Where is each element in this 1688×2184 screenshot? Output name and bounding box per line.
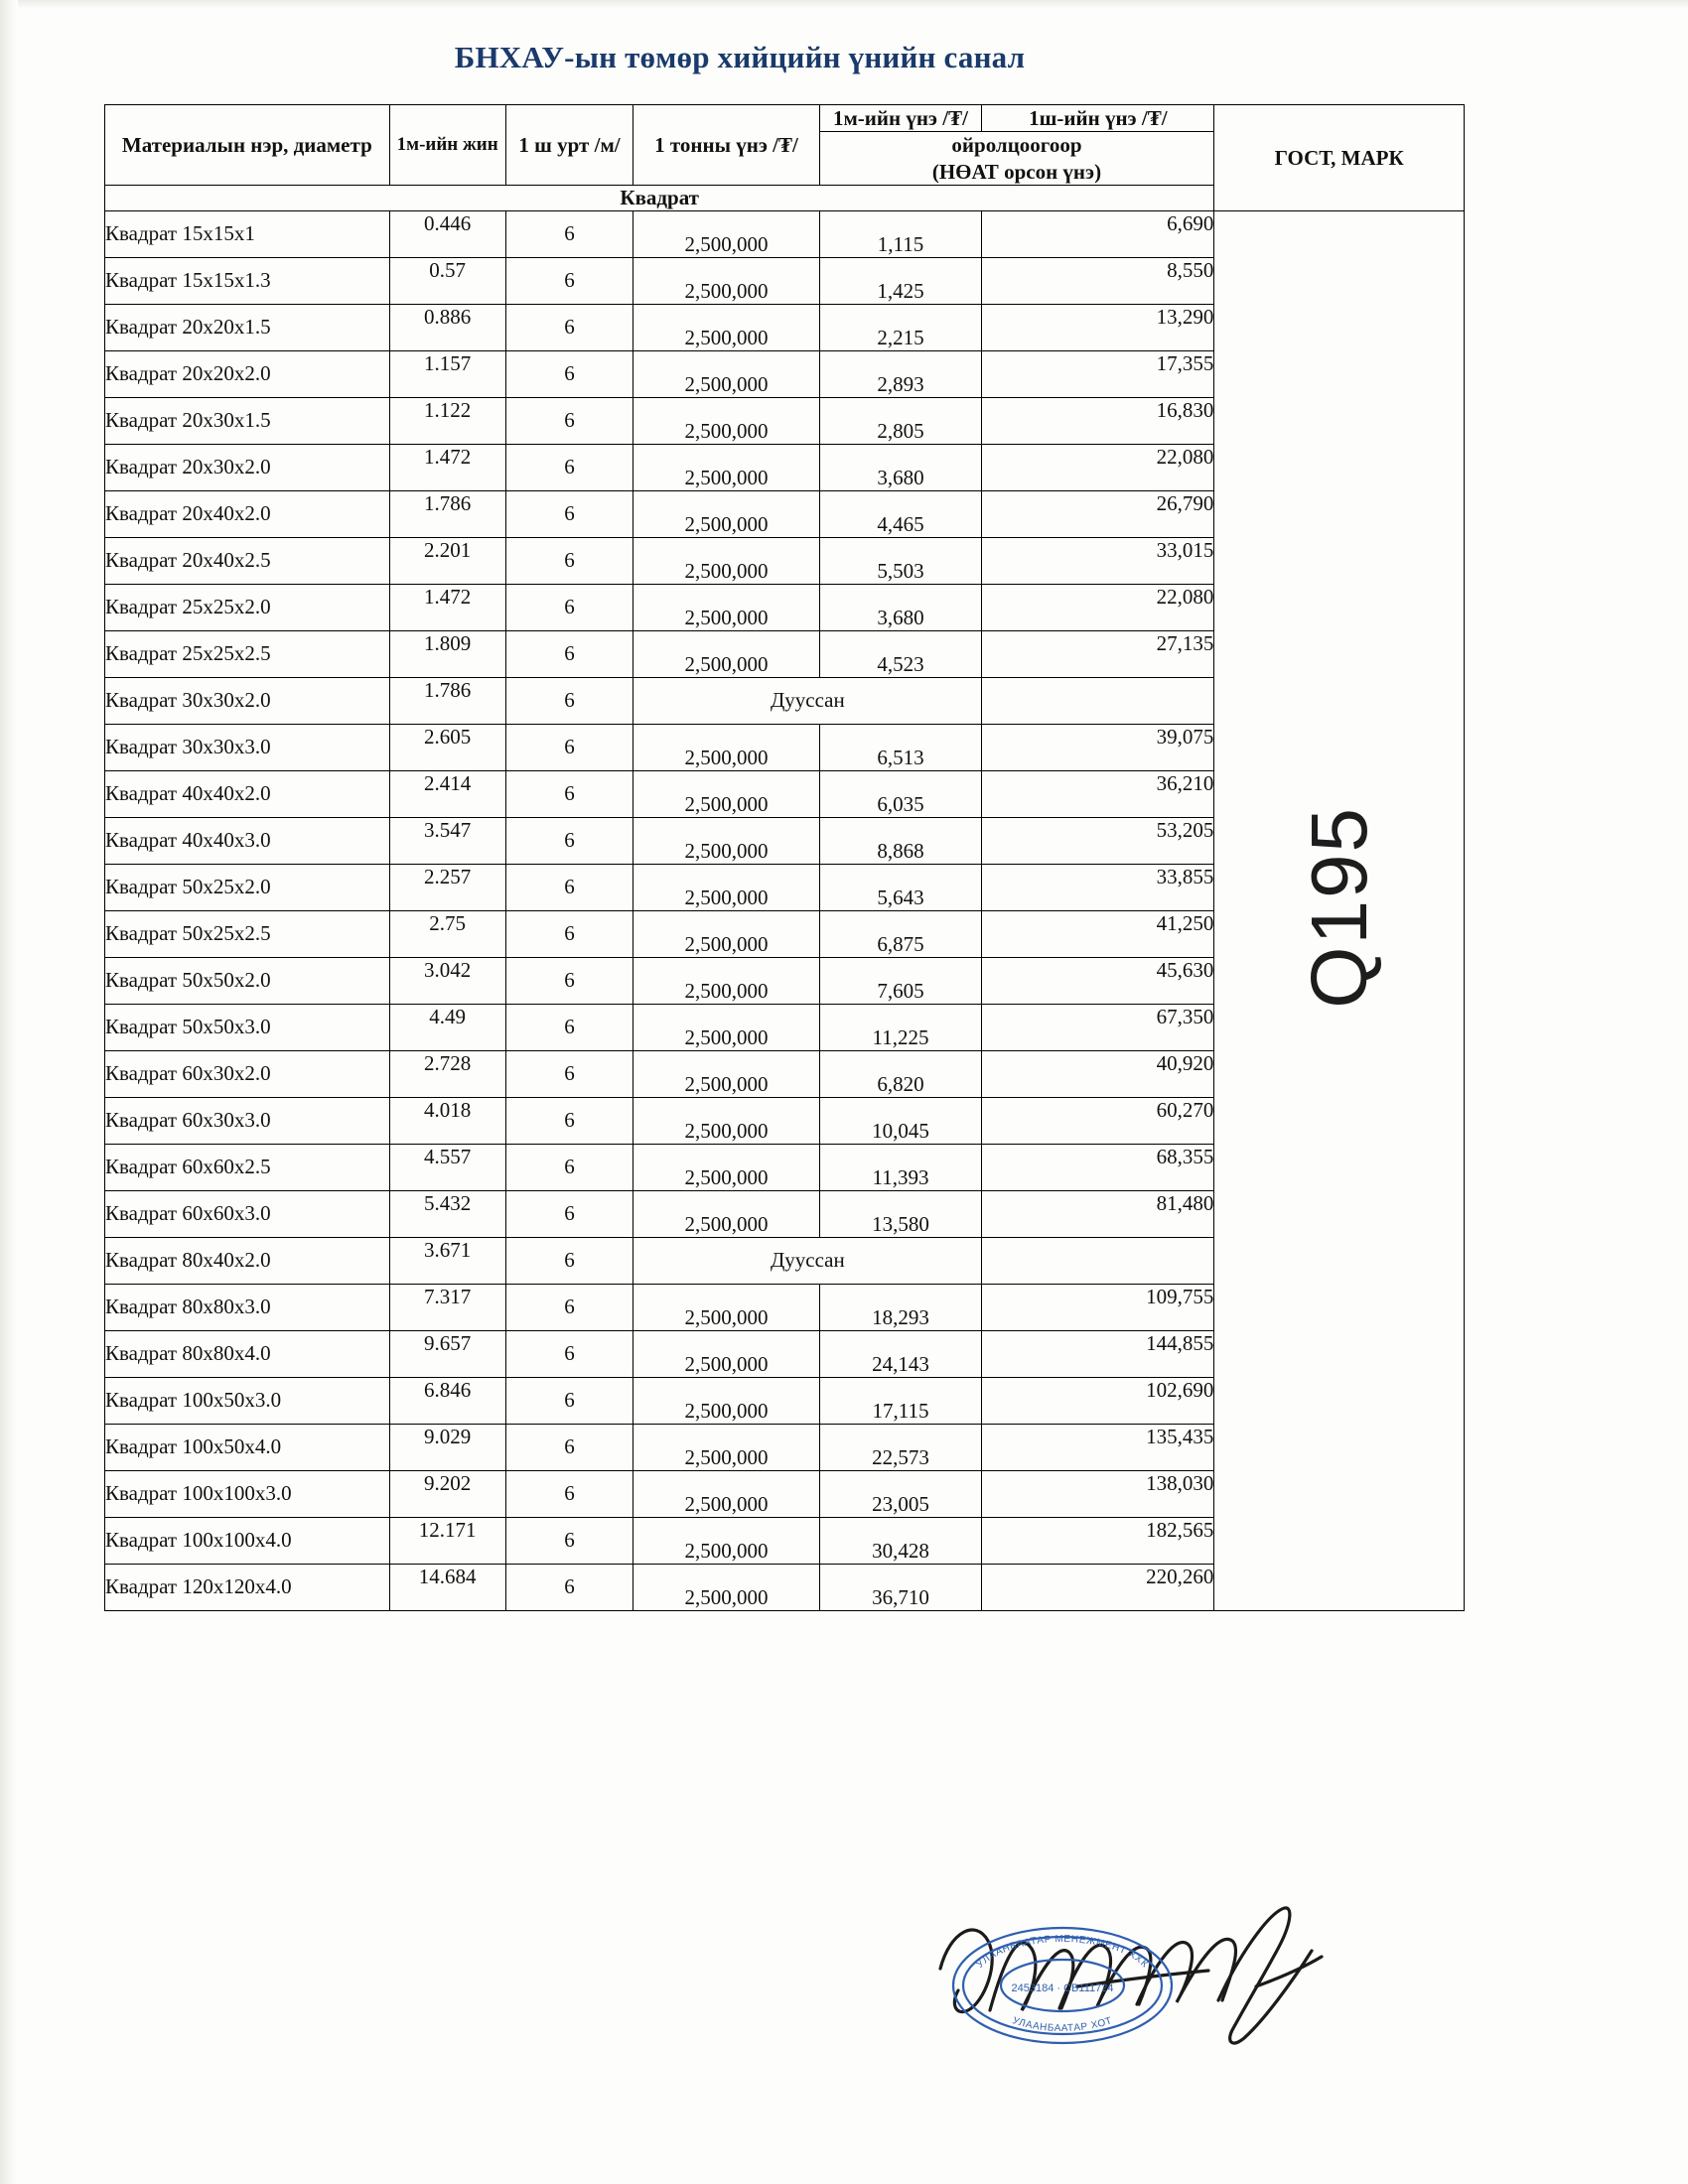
cell-weight: 9.029 xyxy=(389,1424,505,1470)
cell-price-per-meter: 8,868 xyxy=(819,817,982,864)
cell-price-per-ton: 2,500,000 xyxy=(633,444,819,490)
cell-length: 6 xyxy=(505,864,633,910)
cell-weight: 14.684 xyxy=(389,1564,505,1610)
cell-weight: 3.671 xyxy=(389,1237,505,1284)
cell-price-per-meter: 23,005 xyxy=(819,1470,982,1517)
cell-price-per-piece: 8,550 xyxy=(982,257,1214,304)
price-table xyxy=(104,104,1465,1611)
cell-price-per-piece: 17,355 xyxy=(982,350,1214,397)
cell-price-per-meter: 2,893 xyxy=(819,350,982,397)
cell-length: 6 xyxy=(505,1284,633,1330)
cell-material-name: Квадрат 20x20x2.0 xyxy=(105,350,390,397)
stamp-center-text: 2453184 · СВ111724 xyxy=(1011,1982,1114,1994)
cell-price-per-meter: 6,875 xyxy=(819,910,982,957)
cell-price-per-piece: 68,355 xyxy=(982,1144,1214,1190)
cell-length: 6 xyxy=(505,910,633,957)
cell-material-name: Квадрат 50x25x2.0 xyxy=(105,864,390,910)
cell-price-per-piece: 33,015 xyxy=(982,537,1214,584)
cell-price-per-piece: 102,690 xyxy=(982,1377,1214,1424)
cell-length: 6 xyxy=(505,1050,633,1097)
cell-price-per-ton: 2,500,000 xyxy=(633,1517,819,1564)
cell-material-name: Квадрат 50x50x3.0 xyxy=(105,1004,390,1050)
cell-weight: 6.846 xyxy=(389,1377,505,1424)
cell-price-per-piece: 220,260 xyxy=(982,1564,1214,1610)
header-price-1m: 1м-ийн үнэ /₮/ xyxy=(819,105,982,132)
cell-weight: 1.122 xyxy=(389,397,505,444)
cell-gost-mark xyxy=(1214,210,1465,1610)
header-gost: ГОСТ, МАРК xyxy=(1214,105,1465,211)
cell-price-per-ton: 2,500,000 xyxy=(633,770,819,817)
cell-price-per-ton: 2,500,000 xyxy=(633,210,819,257)
header-approx-line2: (НӨАТ орсон үнэ) xyxy=(931,159,1102,184)
cell-price-per-ton: 2,500,000 xyxy=(633,1377,819,1424)
company-stamp xyxy=(948,1916,1177,2055)
cell-weight: 3.042 xyxy=(389,957,505,1004)
section-label: Квадрат xyxy=(105,185,1214,210)
cell-price-per-piece: 60,270 xyxy=(982,1097,1214,1144)
cell-material-name: Квадрат 80x80x3.0 xyxy=(105,1284,390,1330)
cell-price-per-meter: 11,393 xyxy=(819,1144,982,1190)
header-material: Материалын нэр, диаметр xyxy=(105,105,390,186)
cell-material-name: Квадрат 20x30x1.5 xyxy=(105,397,390,444)
cell-price-per-meter: 30,428 xyxy=(819,1517,982,1564)
cell-price-per-piece: 67,350 xyxy=(982,1004,1214,1050)
cell-price-per-piece: 33,855 xyxy=(982,864,1214,910)
cell-material-name: Квадрат 100x100x4.0 xyxy=(105,1517,390,1564)
header-price-1pc: 1ш-ийн үнэ /₮/ xyxy=(982,105,1214,132)
cell-price-per-meter: 4,523 xyxy=(819,630,982,677)
cell-length: 6 xyxy=(505,1097,633,1144)
cell-price-per-meter: 6,035 xyxy=(819,770,982,817)
cell-weight: 1.472 xyxy=(389,584,505,630)
cell-price-per-piece: 81,480 xyxy=(982,1190,1214,1237)
cell-price-per-meter: 4,465 xyxy=(819,490,982,537)
cell-weight: 1.786 xyxy=(389,490,505,537)
cell-price-per-meter: 1,425 xyxy=(819,257,982,304)
cell-price-per-ton: 2,500,000 xyxy=(633,864,819,910)
cell-material-name: Квадрат 80x80x4.0 xyxy=(105,1330,390,1377)
cell-weight: 2.605 xyxy=(389,724,505,770)
cell-weight: 0.57 xyxy=(389,257,505,304)
cell-material-name: Квадрат 30x30x2.0 xyxy=(105,677,390,724)
cell-price-per-piece xyxy=(982,677,1214,724)
cell-material-name: Квадрат 20x40x2.0 xyxy=(105,490,390,537)
cell-price-per-ton: 2,500,000 xyxy=(633,1470,819,1517)
cell-price-per-meter: 11,225 xyxy=(819,1004,982,1050)
cell-price-per-meter: 17,115 xyxy=(819,1377,982,1424)
cell-material-name: Квадрат 40x40x2.0 xyxy=(105,770,390,817)
cell-price-per-meter: 2,215 xyxy=(819,304,982,350)
table-body xyxy=(105,210,1465,1610)
cell-length: 6 xyxy=(505,537,633,584)
cell-length: 6 xyxy=(505,817,633,864)
cell-length: 6 xyxy=(505,630,633,677)
cell-price-per-meter: 3,680 xyxy=(819,584,982,630)
cell-price-per-meter: 6,513 xyxy=(819,724,982,770)
cell-material-name: Квадрат 15x15x1 xyxy=(105,210,390,257)
cell-price-per-meter: 3,680 xyxy=(819,444,982,490)
cell-length: 6 xyxy=(505,350,633,397)
cell-price-per-ton: 2,500,000 xyxy=(633,1050,819,1097)
cell-price-per-piece: 13,290 xyxy=(982,304,1214,350)
cell-price-per-ton: 2,500,000 xyxy=(633,1144,819,1190)
cell-weight: 2.728 xyxy=(389,1050,505,1097)
cell-length: 6 xyxy=(505,257,633,304)
cell-price-per-ton: 2,500,000 xyxy=(633,257,819,304)
cell-length: 6 xyxy=(505,1330,633,1377)
cell-weight: 1.157 xyxy=(389,350,505,397)
cell-price-per-piece: 144,855 xyxy=(982,1330,1214,1377)
cell-price-per-piece: 22,080 xyxy=(982,584,1214,630)
cell-price-per-ton: 2,500,000 xyxy=(633,397,819,444)
cell-price-per-piece: 182,565 xyxy=(982,1517,1214,1564)
cell-weight: 0.446 xyxy=(389,210,505,257)
page-title: БНХАУ-ын төмөр хийцийн үнийн санал xyxy=(454,40,1026,74)
cell-weight: 1.472 xyxy=(389,444,505,490)
stamp-top-text: УЛААНБААТАР МЕНЕЖМЕНТ ХХК xyxy=(974,1933,1151,1971)
cell-price-per-ton: 2,500,000 xyxy=(633,957,819,1004)
cell-weight: 4.018 xyxy=(389,1097,505,1144)
cell-price-per-ton: 2,500,000 xyxy=(633,537,819,584)
cell-price-per-piece: 135,435 xyxy=(982,1424,1214,1470)
cell-length: 6 xyxy=(505,1144,633,1190)
cell-length: 6 xyxy=(505,1377,633,1424)
cell-price-per-meter: 7,605 xyxy=(819,957,982,1004)
header-row-1 xyxy=(105,105,1465,132)
cell-price-per-ton: 2,500,000 xyxy=(633,350,819,397)
cell-material-name: Квадрат 50x50x2.0 xyxy=(105,957,390,1004)
cell-price-per-meter: 2,805 xyxy=(819,397,982,444)
cell-material-name: Квадрат 40x40x3.0 xyxy=(105,817,390,864)
cell-price-per-ton: 2,500,000 xyxy=(633,1004,819,1050)
cell-price-per-meter: 5,503 xyxy=(819,537,982,584)
cell-length: 6 xyxy=(505,304,633,350)
table-row xyxy=(105,210,1465,257)
cell-material-name: Квадрат 25x25x2.5 xyxy=(105,630,390,677)
cell-price-per-ton: 2,500,000 xyxy=(633,304,819,350)
cell-material-name: Квадрат 120x120x4.0 xyxy=(105,1564,390,1610)
cell-length: 6 xyxy=(505,1424,633,1470)
cell-price-per-ton: 2,500,000 xyxy=(633,817,819,864)
cell-price-per-ton: 2,500,000 xyxy=(633,584,819,630)
cell-length: 6 xyxy=(505,490,633,537)
cell-material-name: Квадрат 25x25x2.0 xyxy=(105,584,390,630)
cell-price-per-ton: 2,500,000 xyxy=(633,1424,819,1470)
stamp-bottom-text: УЛААНБААТАР ХОТ xyxy=(1011,2015,1114,2035)
cell-price-per-ton: 2,500,000 xyxy=(633,910,819,957)
cell-price-per-piece: 41,250 xyxy=(982,910,1214,957)
gost-mark-label: Q195 xyxy=(1294,806,1383,1010)
cell-status: Дууссан xyxy=(633,677,982,724)
cell-material-name: Квадрат 100x50x4.0 xyxy=(105,1424,390,1470)
cell-price-per-ton: 2,500,000 xyxy=(633,1564,819,1610)
cell-length: 6 xyxy=(505,584,633,630)
cell-length: 6 xyxy=(505,1190,633,1237)
cell-length: 6 xyxy=(505,770,633,817)
cell-weight: 4.49 xyxy=(389,1004,505,1050)
cell-length: 6 xyxy=(505,1470,633,1517)
header-price-ton: 1 тонны үнэ /₮/ xyxy=(633,105,819,186)
page-edge-left xyxy=(0,0,18,2184)
cell-weight: 5.432 xyxy=(389,1190,505,1237)
cell-price-per-piece: 22,080 xyxy=(982,444,1214,490)
cell-weight: 3.547 xyxy=(389,817,505,864)
header-length-1pc: 1 ш урт /м/ xyxy=(505,105,633,186)
cell-material-name: Квадрат 30x30x3.0 xyxy=(105,724,390,770)
cell-material-name: Квадрат 100x50x3.0 xyxy=(105,1377,390,1424)
cell-length: 6 xyxy=(505,1004,633,1050)
cell-weight: 1.809 xyxy=(389,630,505,677)
cell-price-per-piece: 45,630 xyxy=(982,957,1214,1004)
cell-price-per-ton: 2,500,000 xyxy=(633,1190,819,1237)
cell-price-per-piece: 138,030 xyxy=(982,1470,1214,1517)
cell-price-per-ton: 2,500,000 xyxy=(633,1330,819,1377)
header-weight-1m: 1м-ийн жин xyxy=(389,105,505,186)
table-header xyxy=(105,105,1465,211)
cell-weight: 2.75 xyxy=(389,910,505,957)
cell-price-per-piece: 40,920 xyxy=(982,1050,1214,1097)
cell-material-name: Квадрат 60x60x3.0 xyxy=(105,1190,390,1237)
cell-material-name: Квадрат 60x30x2.0 xyxy=(105,1050,390,1097)
cell-length: 6 xyxy=(505,677,633,724)
cell-price-per-piece: 6,690 xyxy=(982,210,1214,257)
cell-price-per-ton: 2,500,000 xyxy=(633,724,819,770)
cell-material-name: Квадрат 100x100x3.0 xyxy=(105,1470,390,1517)
cell-length: 6 xyxy=(505,397,633,444)
cell-weight: 9.657 xyxy=(389,1330,505,1377)
cell-price-per-piece: 53,205 xyxy=(982,817,1214,864)
cell-price-per-piece: 16,830 xyxy=(982,397,1214,444)
cell-material-name: Квадрат 60x60x2.5 xyxy=(105,1144,390,1190)
cell-weight: 2.201 xyxy=(389,537,505,584)
header-approx-line1: ойролцоогоор xyxy=(951,133,1082,158)
cell-price-per-meter: 5,643 xyxy=(819,864,982,910)
cell-length: 6 xyxy=(505,1517,633,1564)
cell-price-per-piece: 109,755 xyxy=(982,1284,1214,1330)
cell-price-per-piece: 27,135 xyxy=(982,630,1214,677)
cell-length: 6 xyxy=(505,444,633,490)
cell-price-per-ton: 2,500,000 xyxy=(633,1284,819,1330)
cell-weight: 9.202 xyxy=(389,1470,505,1517)
cell-price-per-meter: 1,115 xyxy=(819,210,982,257)
cell-price-per-meter: 24,143 xyxy=(819,1330,982,1377)
cell-price-per-meter: 18,293 xyxy=(819,1284,982,1330)
cell-length: 6 xyxy=(505,210,633,257)
cell-price-per-piece: 39,075 xyxy=(982,724,1214,770)
cell-weight: 0.886 xyxy=(389,304,505,350)
cell-price-per-meter: 6,820 xyxy=(819,1050,982,1097)
cell-material-name: Квадрат 15x15x1.3 xyxy=(105,257,390,304)
cell-material-name: Квадрат 80x40x2.0 xyxy=(105,1237,390,1284)
cell-status: Дууссан xyxy=(633,1237,982,1284)
cell-weight: 1.786 xyxy=(389,677,505,724)
cell-price-per-ton: 2,500,000 xyxy=(633,1097,819,1144)
cell-price-per-meter: 10,045 xyxy=(819,1097,982,1144)
page-edge-top xyxy=(0,0,1688,10)
cell-material-name: Квадрат 20x20x1.5 xyxy=(105,304,390,350)
cell-price-per-ton: 2,500,000 xyxy=(633,630,819,677)
cell-length: 6 xyxy=(505,724,633,770)
cell-material-name: Квадрат 20x30x2.0 xyxy=(105,444,390,490)
cell-price-per-ton: 2,500,000 xyxy=(633,490,819,537)
cell-material-name: Квадрат 50x25x2.5 xyxy=(105,910,390,957)
cell-price-per-piece xyxy=(982,1237,1214,1284)
cell-weight: 7.317 xyxy=(389,1284,505,1330)
cell-length: 6 xyxy=(505,1237,633,1284)
cell-weight: 2.414 xyxy=(389,770,505,817)
header-approx xyxy=(819,132,1214,186)
cell-weight: 2.257 xyxy=(389,864,505,910)
svg-text:УЛААНБААТАР МЕНЕЖМЕНТ ХХК xyxy=(975,1934,1151,1971)
cell-price-per-piece: 36,210 xyxy=(982,770,1214,817)
cell-weight: 12.171 xyxy=(389,1517,505,1564)
cell-length: 6 xyxy=(505,1564,633,1610)
cell-price-per-meter: 22,573 xyxy=(819,1424,982,1470)
cell-material-name: Квадрат 60x30x3.0 xyxy=(105,1097,390,1144)
cell-price-per-meter: 13,580 xyxy=(819,1190,982,1237)
cell-material-name: Квадрат 20x40x2.5 xyxy=(105,537,390,584)
cell-price-per-meter: 36,710 xyxy=(819,1564,982,1610)
cell-length: 6 xyxy=(505,957,633,1004)
cell-weight: 4.557 xyxy=(389,1144,505,1190)
cell-price-per-piece: 26,790 xyxy=(982,490,1214,537)
